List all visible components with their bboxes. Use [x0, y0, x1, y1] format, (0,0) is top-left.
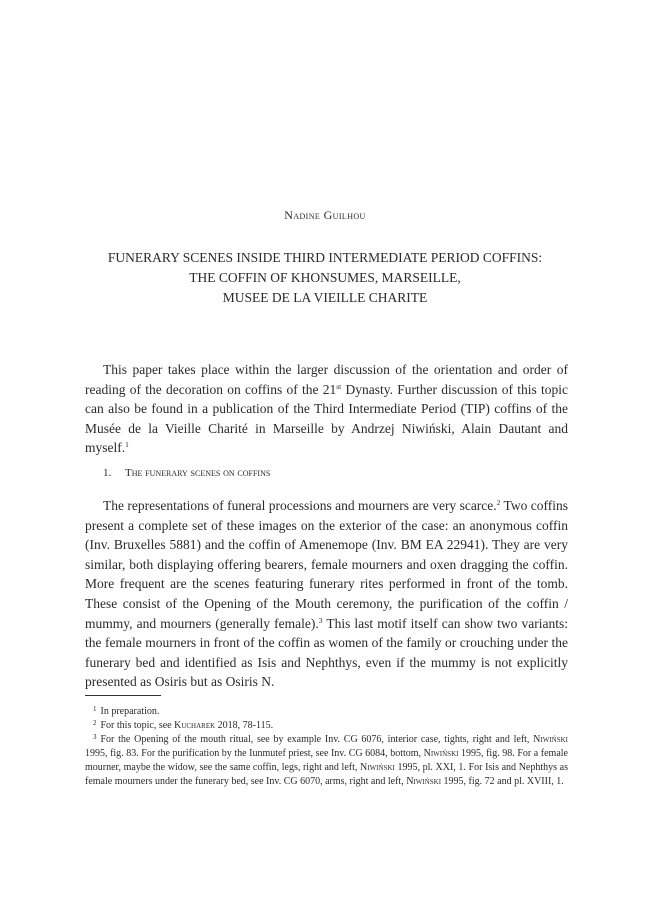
footnote-text: In preparation.	[100, 706, 160, 717]
footnote-2	[85, 719, 568, 733]
cited-author: Niwiński	[406, 776, 442, 787]
section-text-a: The representations of funeral processions and mourners are very scarce.	[103, 498, 497, 513]
author-name: Nadine Guilhou	[284, 208, 366, 222]
cited-author: Kucharek	[174, 720, 216, 731]
cited-author: Niwiński	[423, 748, 459, 759]
cited-author: Niwiński	[533, 734, 568, 745]
footnote-divider	[85, 695, 161, 696]
footnote-text: 1995, pl. XXI, 1. For Isis and Nephthys as female mourners under the funerary bed, see Inv. CG 6070, arms, right and left,	[85, 762, 568, 787]
section-number: 1.	[103, 467, 112, 479]
footnotes	[85, 705, 568, 789]
footnote-text: 1995, fig. 72 and pl. XVIII, 1.	[441, 776, 564, 787]
footnote-ref-1: 1	[125, 440, 129, 450]
footnote-mark: 2	[93, 719, 97, 727]
section-text-b: Two coffins present a complete set of these images on the exterior of the case: an anonymous coffin (Inv. Bruxelles 5881) and the coffin of Amenemope (Inv. BM EA 22941). They are very similar, both displaying offering bearers, female mourners and oxen dragging the coffin. More frequent are the scenes featuring funerary rites performed in front of the tomb. These consist of the Opening of the Mouth ceremony, the purification of the coffin / mummy, and mourners (generally female).	[85, 498, 568, 631]
section-text-c: This last motif itself can show two variants: the female mourners in front of the coffin as women of the family or crouching under the funerary bed and identified as Isis and Nephthys, even if the mummy is not explicitly presented as Osiris but as Osiris N.	[85, 615, 569, 690]
footnote-text: For the Opening of the mouth ritual, see by example Inv. CG 6076, interior case, tights, right and left,	[100, 734, 534, 745]
intro-paragraph	[85, 360, 568, 458]
paper-title	[60, 248, 590, 308]
footnote-text: 2018, 78-115.	[215, 720, 274, 731]
footnote-mark: 3	[93, 733, 97, 741]
cited-author: Niwiński	[360, 762, 395, 773]
footnote-ref-2: 2	[496, 498, 501, 507]
section-paragraph	[85, 496, 568, 692]
footnote-mark: 1	[93, 705, 97, 713]
section-title: The funerary scenes on coffins	[125, 467, 271, 479]
ordinal-suffix: st	[336, 381, 342, 391]
footnote-text: 1995, fig. 98. For a female mourner, maybe the widow, see the same coffin, legs, right and left,	[85, 748, 568, 773]
intro-text-a: This paper takes place within the larger discussion of the orientation and order of reading of the decoration on coffins of the 21	[85, 362, 568, 397]
title-line-2: THE COFFIN OF KHONSUMES, MARSEILLE,	[189, 270, 461, 285]
footnote-ref-3: 3	[318, 615, 323, 625]
title-line-1: FUNERARY SCENES INSIDE THIRD INTERMEDIATE PERIOD COFFINS:	[107, 250, 543, 265]
section-heading	[103, 467, 270, 479]
footnote-text: 1995, fig. 83. For the purification by the Iunmutef priest, see Inv. CG 6084, bottom,	[85, 748, 424, 759]
intro-text-b: Dynasty. Further discussion of this topic can also be found in a publication of the Third Intermediate Period (TIP) coffins of the Musée de la Vieille Charité in Marseille by Andrzej Niwiński, Alain Dautant and myself.	[85, 381, 568, 456]
title-line-3: MUSEE DE LA VIEILLE CHARITE	[222, 290, 428, 305]
footnote-text: For this topic, see	[100, 720, 175, 731]
footnote-3	[85, 733, 568, 789]
footnote-1	[85, 705, 568, 719]
